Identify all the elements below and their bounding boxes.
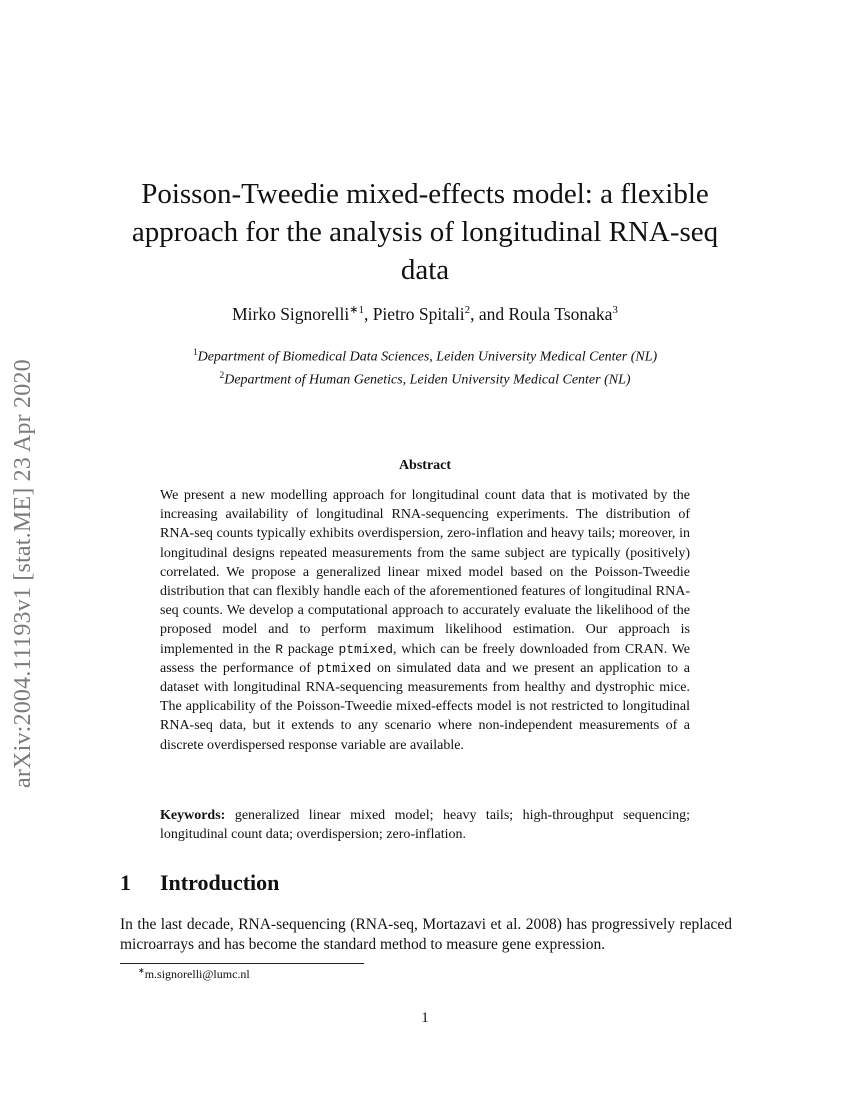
title-line-2: approach for the analysis of longitudinal RNA-seq bbox=[131, 216, 719, 248]
keywords bbox=[160, 806, 690, 844]
code-package-name: ptmixed bbox=[338, 641, 394, 657]
footnote-marker: ∗ bbox=[138, 966, 145, 975]
page-number: 1 bbox=[421, 1010, 429, 1026]
footnote-email: m.signorelli@lumc.nl bbox=[144, 967, 250, 981]
author-separator: , and bbox=[470, 303, 509, 324]
affiliation-superscript: 1 bbox=[192, 348, 198, 358]
affiliation-superscript: 2 bbox=[219, 370, 225, 381]
paper-title bbox=[100, 175, 750, 289]
abstract-heading: Abstract bbox=[398, 458, 452, 473]
title-line-3: data bbox=[400, 254, 450, 286]
footnote-divider bbox=[120, 963, 364, 964]
author-name: Pietro Spitali bbox=[372, 303, 465, 324]
abstract-text: on simulated data and we present an application to a dataset with longitudinal RNA-sequencing measurements from healthy and dystrophic mice. The applicability of the Poisson-Tweedie mixed-effects model is not restricted to longitudinal RNA-seq data, but it extends to any scenario where non-independent measurements of a discrete overdispersed response variable are available. bbox=[160, 660, 690, 753]
affiliation bbox=[100, 344, 750, 367]
abstract-body bbox=[160, 486, 690, 755]
section-number: 1 bbox=[120, 870, 131, 895]
footnote bbox=[138, 966, 250, 982]
author-name: Mirko Signorelli bbox=[232, 303, 350, 324]
affiliation-text: Department of Biomedical Data Sciences, Leiden University Medical Center (NL) bbox=[197, 349, 658, 365]
keywords-text: generalized linear mixed model; heavy tails; high-throughput sequencing; longitudinal count data; overdispersion; zero-inflation. bbox=[160, 808, 690, 843]
arxiv-stamp bbox=[10, 288, 50, 788]
title-line-1: Poisson-Tweedie mixed-effects model: a flexible bbox=[141, 178, 709, 210]
author-superscript: 3 bbox=[612, 304, 618, 316]
affiliation-text: Department of Human Genetics, Leiden University Medical Center (NL) bbox=[224, 372, 631, 388]
abstract-text: We present a new modelling approach for longitudinal count data that is motivated by the increasing availability of longitudinal RNA-sequencing experiments. The distribution of RNA-seq counts typically exhibits overdispersion, zero-inflation and heavy tails; moreover, in longitudinal designs repeated measurements from the same subject are typically (positively) correlated. We propose a generalized linear mixed model based on the Poisson-Tweedie distribution that can flexibly handle each of the aforementioned features of longitudinal RNA-seq counts. We develop a computational approach to accurately evaluate the likelihood of the proposed model and to perform maximum likelihood estimation. Our approach is implemented in the bbox=[160, 488, 690, 657]
author-list bbox=[100, 303, 750, 325]
keywords-label: Keywords: bbox=[160, 808, 226, 823]
abstract-text: package bbox=[283, 641, 339, 657]
arxiv-id: arXiv:2004.11193v1 [stat.ME] 23 Apr 2020 bbox=[10, 359, 36, 788]
abstract-text: , which can be freely downloaded from CRAN. We assess the performance of bbox=[160, 641, 691, 676]
section-heading bbox=[120, 870, 279, 896]
author-separator: , bbox=[363, 303, 373, 324]
author-superscript: ∗1 bbox=[349, 304, 364, 316]
code-r: R bbox=[275, 641, 284, 657]
section-title: Introduction bbox=[160, 870, 280, 895]
intro-paragraph: In the last decade, RNA-sequencing (RNA-seq, Mortazavi et al. 2008) has progressively replaced microarrays and has become the standard method to measure gene expression. bbox=[120, 916, 732, 953]
affiliation bbox=[100, 367, 750, 390]
code-package-name: ptmixed bbox=[316, 660, 372, 676]
author-superscript: 2 bbox=[464, 304, 471, 316]
affiliations bbox=[100, 344, 750, 389]
author-name: Roula Tsonaka bbox=[508, 303, 613, 324]
